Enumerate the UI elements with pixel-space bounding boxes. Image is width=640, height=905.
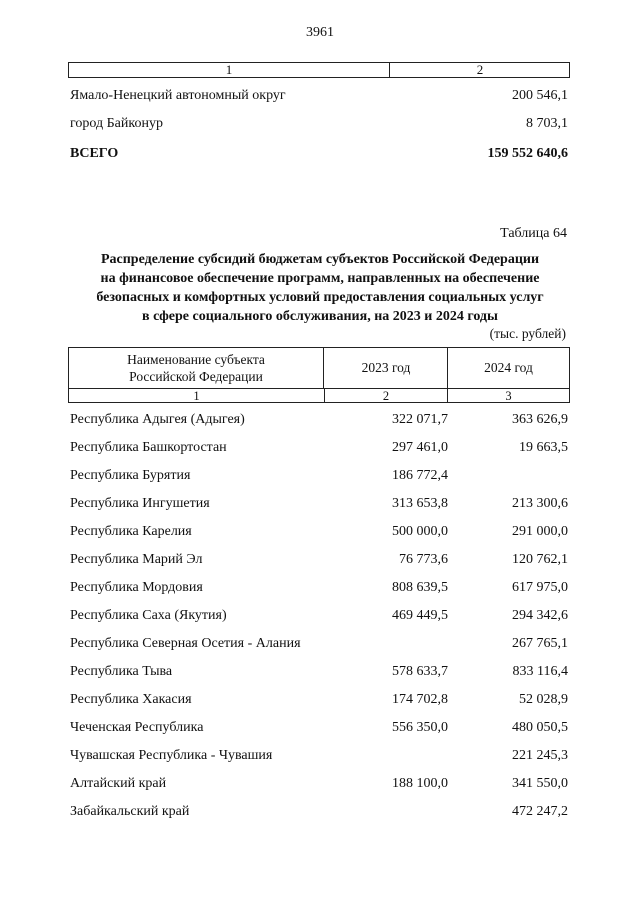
- title-line: на финансовое обеспечение программ, направленных на обеспечение: [100, 271, 540, 286]
- value-2024: 294 342,6: [512, 608, 568, 623]
- value-2024: 291 000,0: [512, 524, 568, 539]
- header-region-line: Российской Федерации: [129, 369, 263, 384]
- total-label: ВСЕГО: [70, 146, 119, 161]
- value-2024: 617 975,0: [512, 580, 568, 595]
- table-label: Таблица 64: [500, 226, 567, 241]
- table-row: [70, 494, 568, 514]
- region-value: 8 703,1: [526, 116, 568, 131]
- table-row: [70, 438, 568, 458]
- units-label: (тыс. рублей): [489, 326, 566, 341]
- table-row: [70, 662, 568, 682]
- table-row: [70, 802, 568, 822]
- total-row: [70, 144, 568, 164]
- region-name: Республика Бурятия: [70, 468, 191, 483]
- region-name: Республика Саха (Якутия): [70, 608, 227, 623]
- region-name: Ямало-Ненецкий автономный округ: [70, 88, 286, 103]
- region-name: Алтайский край: [70, 776, 167, 791]
- table-row: [70, 578, 568, 598]
- table-row: [70, 466, 568, 486]
- continued-row: [70, 114, 568, 134]
- value-2023: 556 350,0: [392, 720, 448, 735]
- table-row: [70, 746, 568, 766]
- header-region-name: [69, 348, 324, 388]
- region-name: Республика Марий Эл: [70, 552, 203, 567]
- continued-col-2-number: 2: [476, 62, 484, 77]
- value-2024: 472 247,2: [512, 804, 568, 819]
- region-name: Республика Тыва: [70, 664, 173, 679]
- header-2023: 2023 год: [325, 348, 448, 388]
- table-row: [70, 774, 568, 794]
- value-2023: 808 639,5: [392, 580, 448, 595]
- region-name: Чеченская Республика: [70, 720, 204, 735]
- value-2023: 76 773,6: [399, 552, 448, 567]
- table-row: [70, 690, 568, 710]
- value-2023: 174 702,8: [392, 692, 448, 707]
- region-name: Республика Адыгея (Адыгея): [70, 412, 245, 427]
- region-name: Республика Карелия: [70, 524, 192, 539]
- table-row: [70, 606, 568, 626]
- value-2024: 52 028,9: [519, 692, 568, 707]
- value-2024: 267 765,1: [512, 636, 568, 651]
- value-2024: 213 300,6: [512, 496, 568, 511]
- value-2024: 833 116,4: [512, 664, 568, 679]
- header-2024: 2024 год: [484, 360, 533, 375]
- header-region-line: Наименование субъекта: [127, 352, 265, 367]
- column-number-2: 2: [325, 389, 448, 403]
- header-column-numbers: [69, 388, 569, 403]
- title-line: Распределение субсидий бюджетам субъектов Российской Федерации: [100, 252, 540, 267]
- value-2023: 469 449,5: [392, 608, 448, 623]
- total-value: 159 552 640,6: [487, 146, 568, 161]
- table-row: [70, 634, 568, 654]
- region-value: 200 546,1: [512, 88, 568, 103]
- table-row: [70, 718, 568, 738]
- table-header: [68, 347, 570, 403]
- title-line: безопасных и комфортных условий предоставления социальных услуг: [96, 290, 544, 305]
- value-2023: 186 772,4: [392, 468, 448, 483]
- value-2023: 313 653,8: [392, 496, 448, 511]
- value-2023: 500 000,0: [392, 524, 448, 539]
- value-2023: 188 100,0: [392, 776, 448, 791]
- region-name: Республика Северная Осетия - Алания: [70, 636, 301, 651]
- region-name: Республика Мордовия: [70, 580, 203, 595]
- table-title: [60, 250, 580, 326]
- value-2024: 480 050,5: [512, 720, 568, 735]
- continued-row: [70, 86, 568, 106]
- value-2024: 19 663,5: [519, 440, 568, 455]
- table-row: [70, 410, 568, 430]
- continued-table-header: [68, 62, 570, 78]
- column-number-1: 1: [69, 389, 325, 403]
- page-number: 3961: [306, 25, 334, 40]
- value-2024: 341 550,0: [512, 776, 568, 791]
- value-2024: 221 245,3: [512, 748, 568, 763]
- title-line: в сфере социального обслуживания, на 2023 и 2024 годы: [142, 309, 498, 324]
- value-2024: 363 626,9: [512, 412, 568, 427]
- table-row: [70, 550, 568, 570]
- region-name: город Байконур: [70, 116, 163, 131]
- value-2023: 322 071,7: [392, 412, 448, 427]
- region-name: Республика Ингушетия: [70, 496, 210, 511]
- value-2023: 297 461,0: [392, 440, 448, 455]
- region-name: Забайкальский край: [70, 804, 190, 819]
- region-name: Республика Хакасия: [70, 692, 192, 707]
- value-2023: 578 633,7: [392, 664, 448, 679]
- table-row: [70, 522, 568, 542]
- continued-col-1-number: 1: [69, 63, 390, 77]
- region-name: Республика Башкортостан: [70, 440, 227, 455]
- value-2024: 120 762,1: [512, 552, 568, 567]
- region-name: Чувашская Республика - Чувашия: [70, 748, 273, 763]
- column-number-3: 3: [505, 389, 512, 403]
